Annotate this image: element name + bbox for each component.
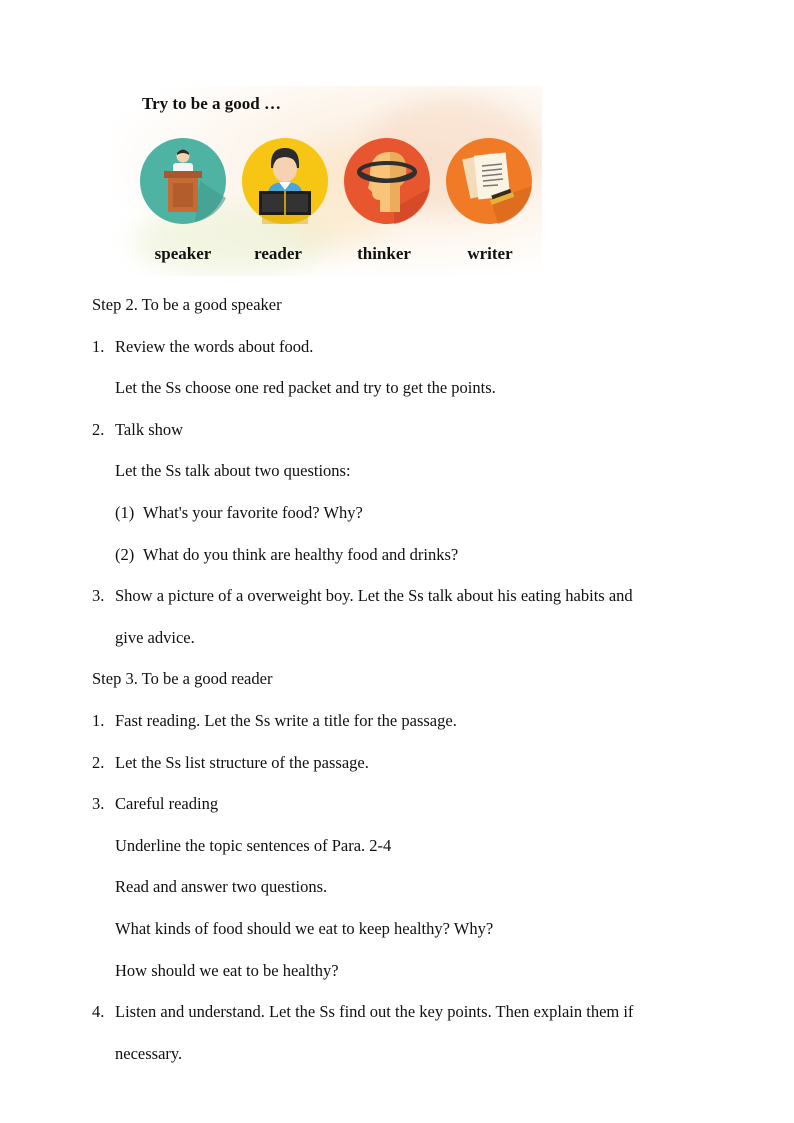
step2-item-1-detail: Let the Ss choose one red packet and try to get the points. bbox=[115, 378, 496, 397]
question-text: What's your favorite food? Why? bbox=[143, 503, 363, 522]
step3-heading: Step 3. To be a good reader bbox=[92, 669, 273, 688]
step3-item-4 bbox=[92, 1002, 633, 1022]
writer-label: writer bbox=[467, 244, 513, 263]
list-number: 2. bbox=[92, 420, 105, 439]
thinker-label: thinker bbox=[357, 244, 411, 263]
list-item-text: Listen and understand. Let the Ss find out the key points. Then explain them if bbox=[115, 1002, 634, 1021]
list-number: 4. bbox=[92, 1002, 105, 1021]
step2-item-3-continuation: give advice. bbox=[115, 628, 195, 647]
step3-item-3-detail: How should we eat to be healthy? bbox=[115, 961, 339, 980]
step3-item-1 bbox=[92, 711, 457, 731]
list-item-text: Show a picture of a overweight boy. Let the Ss talk about his eating habits and bbox=[115, 586, 633, 605]
list-item-text: Fast reading. Let the Ss write a title for the passage. bbox=[115, 711, 457, 730]
thinker-head-icon bbox=[344, 138, 430, 224]
step3-item-3 bbox=[92, 794, 218, 814]
reader-book-icon bbox=[242, 138, 328, 224]
step3-item-3-detail: Underline the topic sentences of Para. 2-4 bbox=[115, 836, 392, 855]
list-item-text: Review the words about food. bbox=[115, 337, 314, 356]
list-number: 1. bbox=[92, 337, 105, 356]
question-2 bbox=[115, 545, 458, 565]
step3-item-4-continuation: necessary. bbox=[115, 1044, 183, 1063]
question-number: (1) bbox=[115, 503, 135, 522]
step3-item-3-detail: Read and answer two questions. bbox=[115, 877, 328, 896]
question-text: What do you think are healthy food and drinks? bbox=[143, 545, 459, 564]
list-number: 3. bbox=[92, 794, 105, 813]
step2-heading: Step 2. To be a good speaker bbox=[92, 295, 282, 314]
step3-item-3-detail: What kinds of food should we eat to keep healthy? Why? bbox=[115, 919, 494, 938]
reader-label: reader bbox=[254, 244, 302, 263]
step2-item-1 bbox=[92, 337, 313, 357]
list-number: 2. bbox=[92, 753, 105, 772]
question-number: (2) bbox=[115, 545, 135, 564]
list-item-text: Let the Ss list structure of the passage. bbox=[115, 753, 369, 772]
list-item-text: Talk show bbox=[115, 420, 184, 439]
banner-title: Try to be a good … bbox=[142, 94, 281, 113]
step3-item-2 bbox=[92, 753, 369, 773]
speaker-label: speaker bbox=[154, 244, 212, 263]
banner-image bbox=[112, 86, 542, 276]
list-item-text: Careful reading bbox=[115, 794, 219, 813]
list-number: 3. bbox=[92, 586, 105, 605]
step2-item-2-detail: Let the Ss talk about two questions: bbox=[115, 461, 351, 480]
step2-item-3 bbox=[92, 586, 633, 606]
writer-papers-icon bbox=[446, 138, 532, 224]
speaker-podium-icon bbox=[140, 138, 226, 224]
question-1 bbox=[115, 503, 363, 523]
list-number: 1. bbox=[92, 711, 105, 730]
step2-item-2 bbox=[92, 420, 183, 440]
